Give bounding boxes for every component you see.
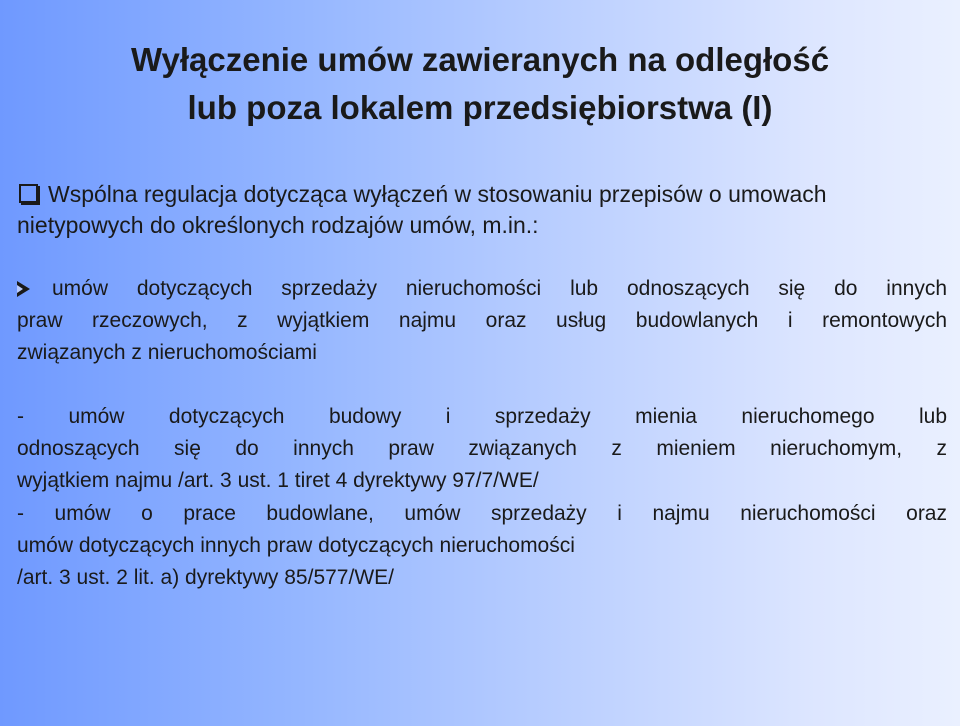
slide-title [0,36,960,132]
bullet-1-line-1 [17,273,947,305]
bullet-1-line-2: praw rzeczowych, z wyjątkiem najmu oraz usług budowlanych i remontowych [17,309,947,332]
arrow-bullet-icon [17,281,30,297]
bullet-2-line-3: wyjątkiem najmu /art. 3 ust. 1 tiret 4 dyrektywy 97/7/WE/ [17,469,539,492]
bullet-3-line-2: umów dotyczących innych praw dotyczących nieruchomości [17,534,575,557]
bullet-1-text-1: umów dotyczących sprzedaży nieruchomości lub odnoszących się do innych [52,277,947,300]
bullet-1-line-3: związanych z nieruchomościami [17,341,317,364]
bullet-3-line-1: - umów o prace budowlane, umów sprzedaży i najmu nieruchomości oraz [17,502,947,525]
bullet-item-1 [17,273,947,369]
intro-line-2: nietypowych do określonych rodzajów umów, m.in.: [17,212,539,238]
bullet-2-line-2: odnoszących się do innych praw związanych z mieniem nieruchomym, z [17,437,947,460]
bullet-item-2 [17,401,947,497]
intro-paragraph [17,179,947,241]
bullet-3-line-3: /art. 3 ust. 2 lit. a) dyrektywy 85/577/WE/ [17,566,394,589]
bullet-item-3 [17,498,947,594]
title-line-1: Wyłączenie umów zawieranych na odległość [130,41,830,78]
intro-line-1 [17,179,947,210]
checkbox-bullet-icon [19,184,38,203]
intro-text-1: Wspólna regulacja dotycząca wyłączeń w stosowaniu przepisów o umowach [48,181,827,207]
bullet-2-line-1: - umów dotyczących budowy i sprzedaży mienia nieruchomego lub [17,405,947,428]
title-line-2: lub poza lokalem przedsiębiorstwa (I) [187,89,773,126]
